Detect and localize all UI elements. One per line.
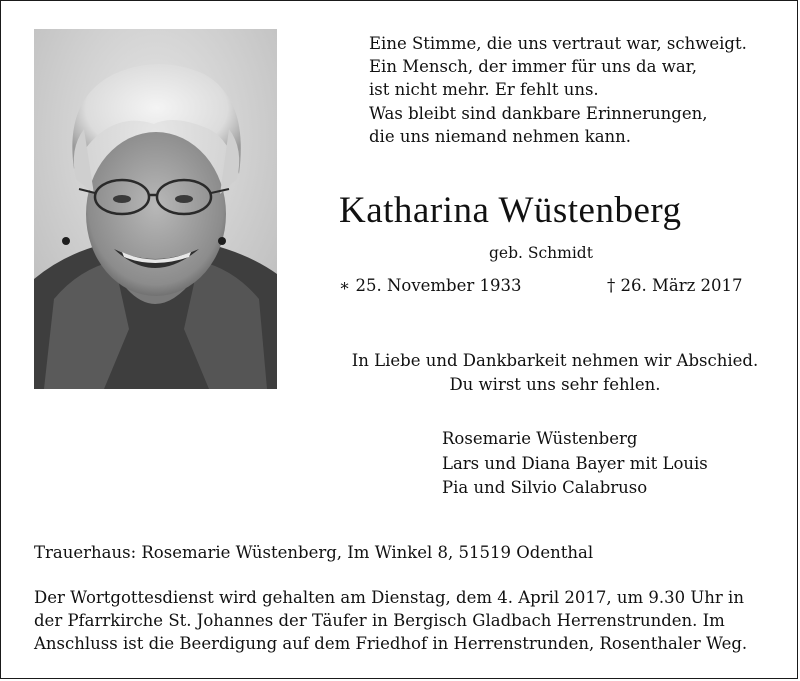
poem-line: ist nicht mehr. Er fehlt uns. — [369, 80, 599, 100]
mourner: Rosemarie Wüstenberg — [442, 429, 638, 448]
poem-line: Ein Mensch, der immer für uns da war, — [369, 57, 697, 77]
service-details — [34, 586, 769, 656]
memorial-poem — [369, 32, 789, 148]
portrait-photo — [34, 29, 277, 389]
deceased-name: Katharina Wüstenberg — [339, 190, 682, 231]
poem-line: Eine Stimme, die uns vertraut war, schweigt. — [369, 34, 747, 53]
farewell-line: In Liebe und Dankbarkeit nehmen wir Abschied. — [351, 351, 759, 370]
service-line: Der Wortgottesdienst wird gehalten am Dienstag, dem 4. April 2017, um 9.30 Uhr in — [34, 588, 744, 607]
service-line: der Pfarrkirche St. Johannes der Täufer in Bergisch Gladbach Herrenstrunden. Im — [34, 611, 725, 631]
poem-line: die uns niemand nehmen kann. — [369, 126, 632, 146]
mourning-house-address: Trauerhaus: Rosemarie Wüstenberg, Im Winkel 8, 51519 Odenthal — [34, 543, 594, 562]
farewell-text — [339, 349, 771, 396]
birth-date: ∗ 25. November 1933 — [339, 276, 522, 295]
mourner: Pia und Silvio Calabruso — [442, 478, 648, 497]
mourners-list — [442, 427, 708, 501]
service-line: Anschluss ist die Beerdigung auf dem Friedhof in Herrenstrunden, Rosenthaler Weg. — [34, 634, 748, 654]
poem-line: Was bleibt sind dankbare Erinnerungen, — [369, 103, 708, 123]
mourner: Lars und Diana Bayer mit Louis — [442, 453, 708, 473]
death-date: † 26. März 2017 — [607, 276, 743, 295]
maiden-name: geb. Schmidt — [489, 244, 593, 262]
farewell-line: Du wirst uns sehr fehlen. — [449, 374, 661, 394]
